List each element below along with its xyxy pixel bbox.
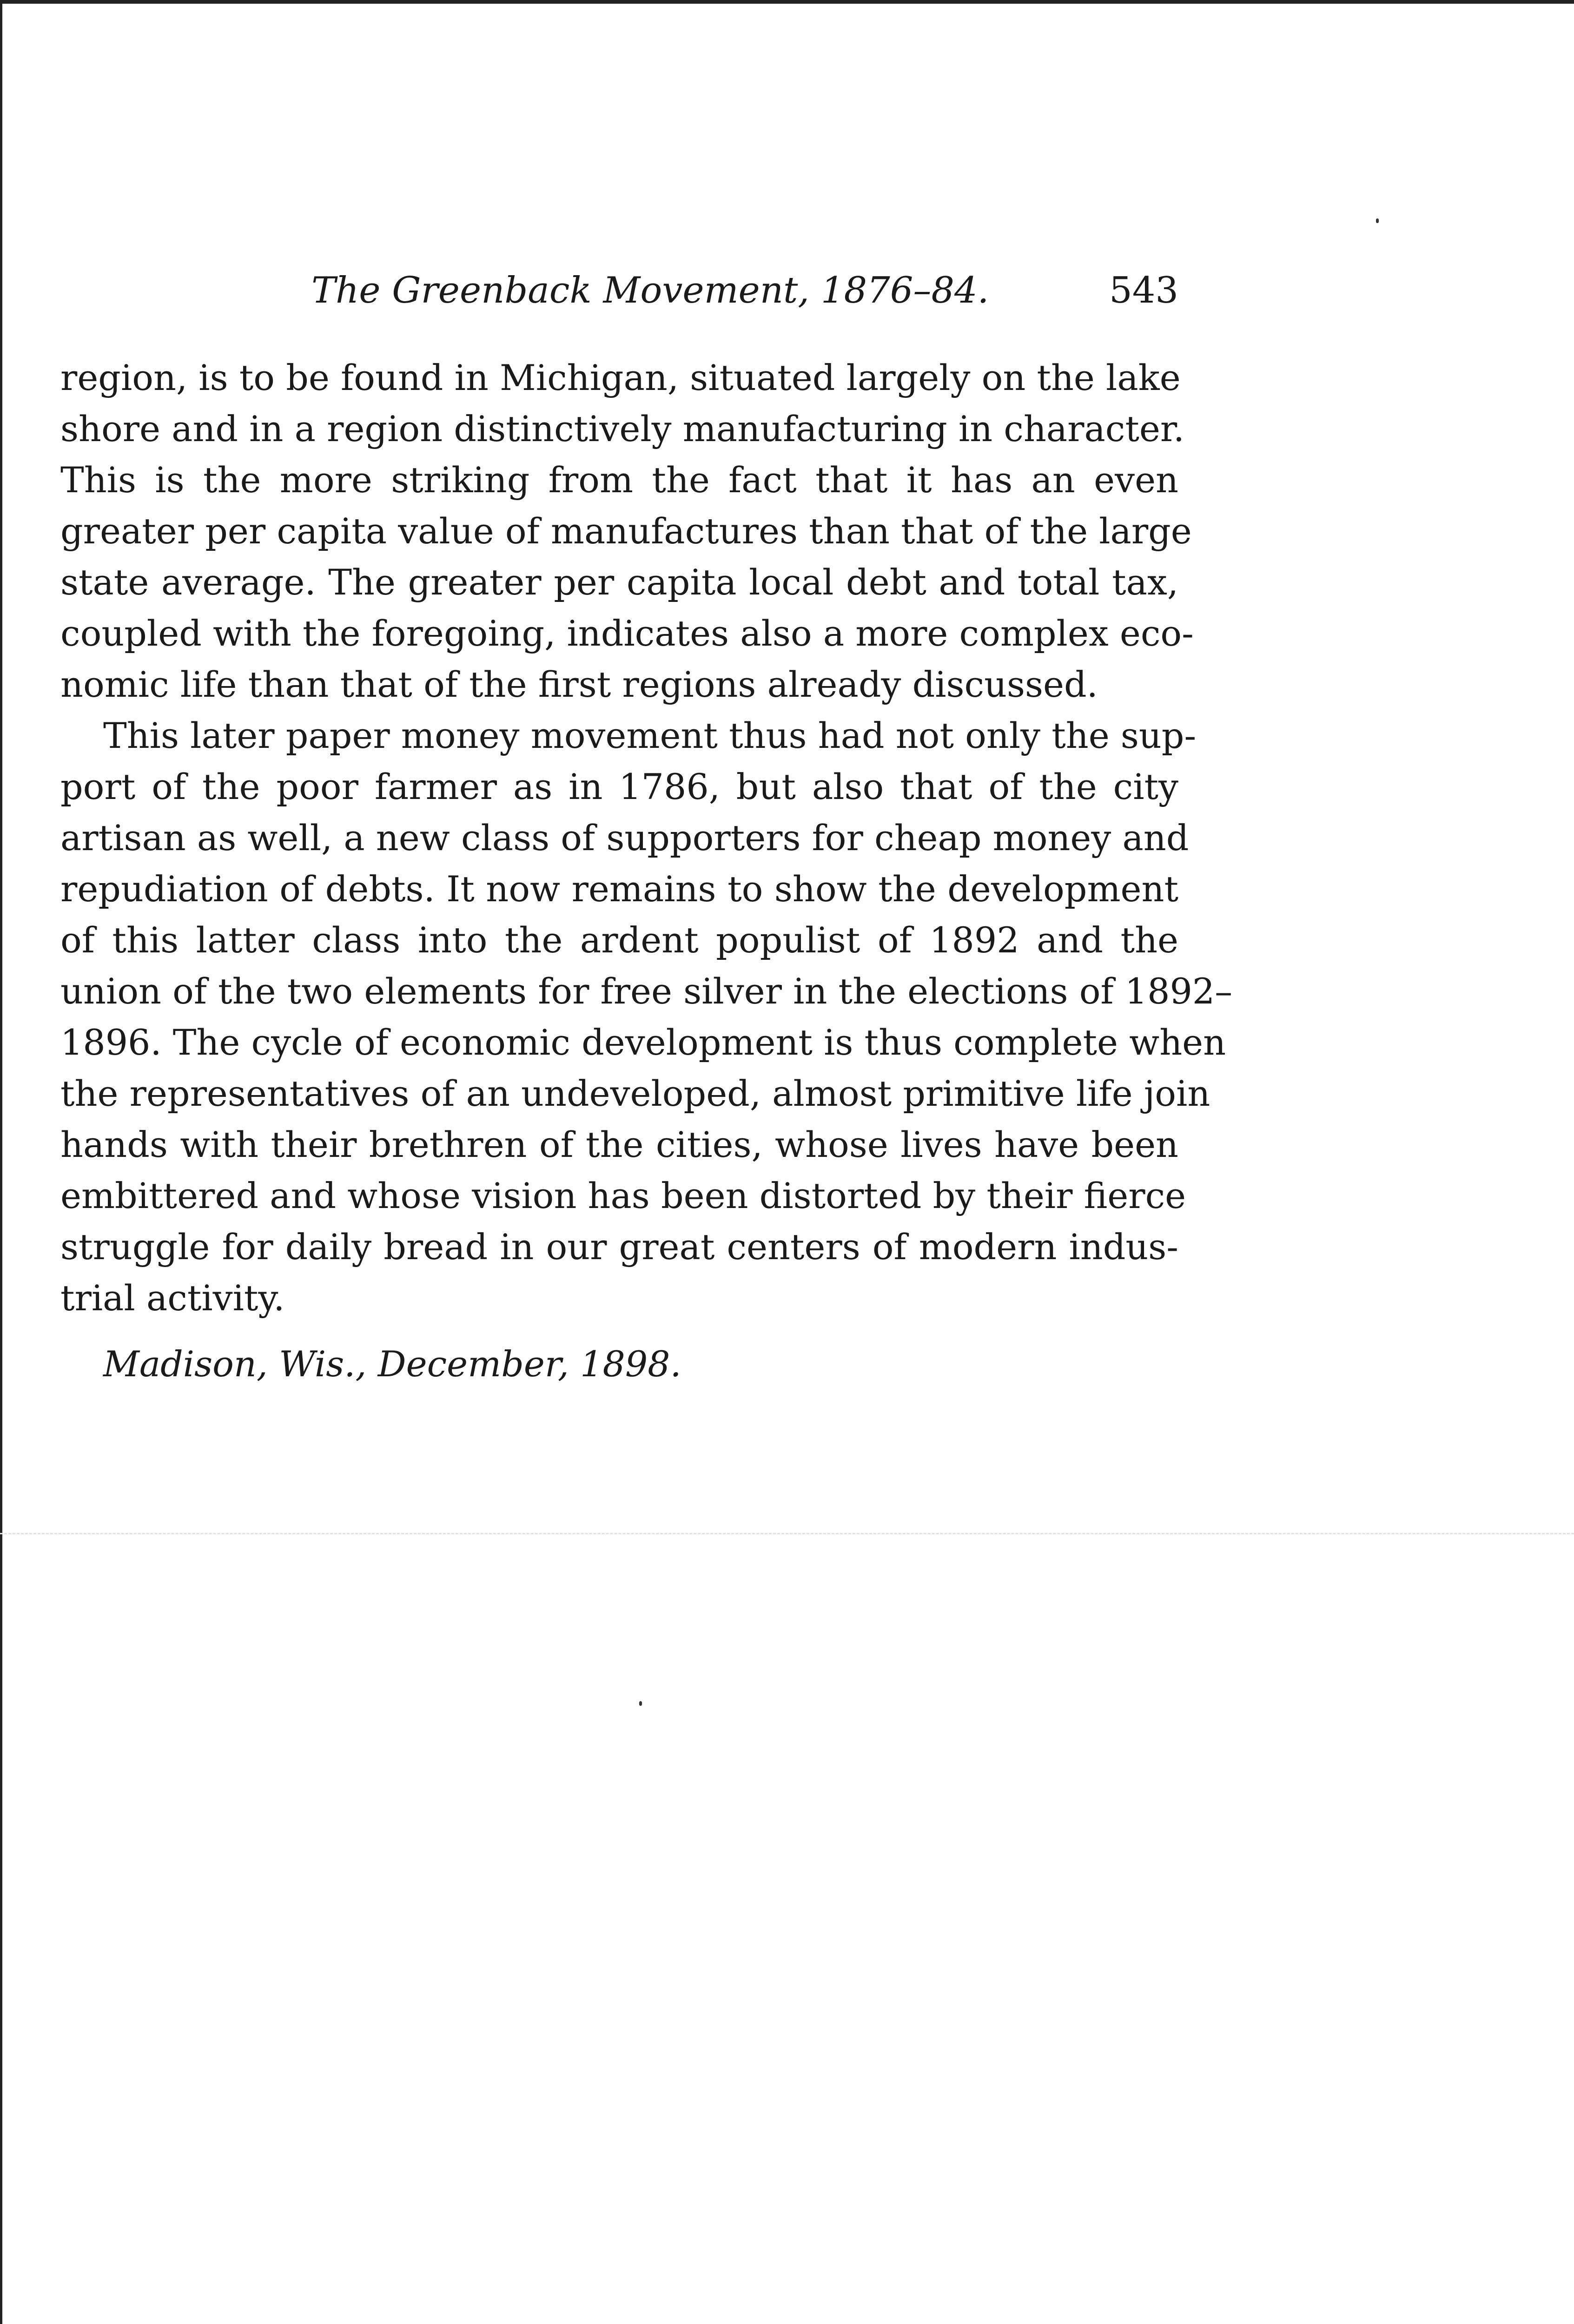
scan-speck [639,1701,642,1706]
text-line: nomic life than that of the first regions already discussed. [60,664,1098,705]
running-head [60,265,1178,316]
text-line: union of the two elements for free silver in the elections of 1892– [60,971,1233,1012]
dateline-signature: Madison, Wis., December, 1898. [103,1343,681,1385]
text-line: coupled with the foregoing, indicates also a more complex eco- [60,613,1194,654]
text-line: greater per capita value of manufactures than that of the large [60,510,1192,552]
text-line: shore and in a region distinctively manufacturing in character. [60,408,1184,449]
text-line: the representatives of an undeveloped, almost primitive life join [60,1073,1210,1114]
scan-speck [1376,218,1379,223]
text-line: This later paper money movement thus had not only the sup- [103,715,1197,756]
body-text [60,352,1233,1324]
scan-border-top [0,0,1574,4]
page-number: 543 [1109,270,1178,311]
text-line: repudiation of debts. It now remains to show the development [60,868,1178,910]
text-line: trial activity. [60,1277,285,1319]
text-line: port of the poor farmer as in 1786, but also that of the city [60,766,1178,807]
text-line: struggle for daily bread in our great centers of modern indus- [60,1226,1178,1268]
text-line: state average. The greater per capita local debt and total tax, [60,561,1178,603]
text-line: This is the more striking from the fact that it has an even [60,459,1178,501]
text-line: of this latter class into the ardent populist of 1892 and the [60,919,1178,961]
scan-border-left [0,0,2,2324]
text-line: hands with their brethren of the cities, whose lives have been [60,1124,1178,1165]
text-line: region, is to be found in Michigan, situated largely on the lake [60,357,1181,398]
paragraph-1 [60,352,1194,710]
page-fold-line [0,1533,1574,1534]
running-title: The Greenback Movement, 1876–84. [311,270,989,311]
text-line: artisan as well, a new class of supporters for cheap money and [60,817,1189,858]
paragraph-2 [60,710,1233,1324]
text-line: 1896. The cycle of economic development is thus complete when [60,1022,1226,1063]
text-line: embittered and whose vision has been distorted by their fierce [60,1175,1186,1216]
